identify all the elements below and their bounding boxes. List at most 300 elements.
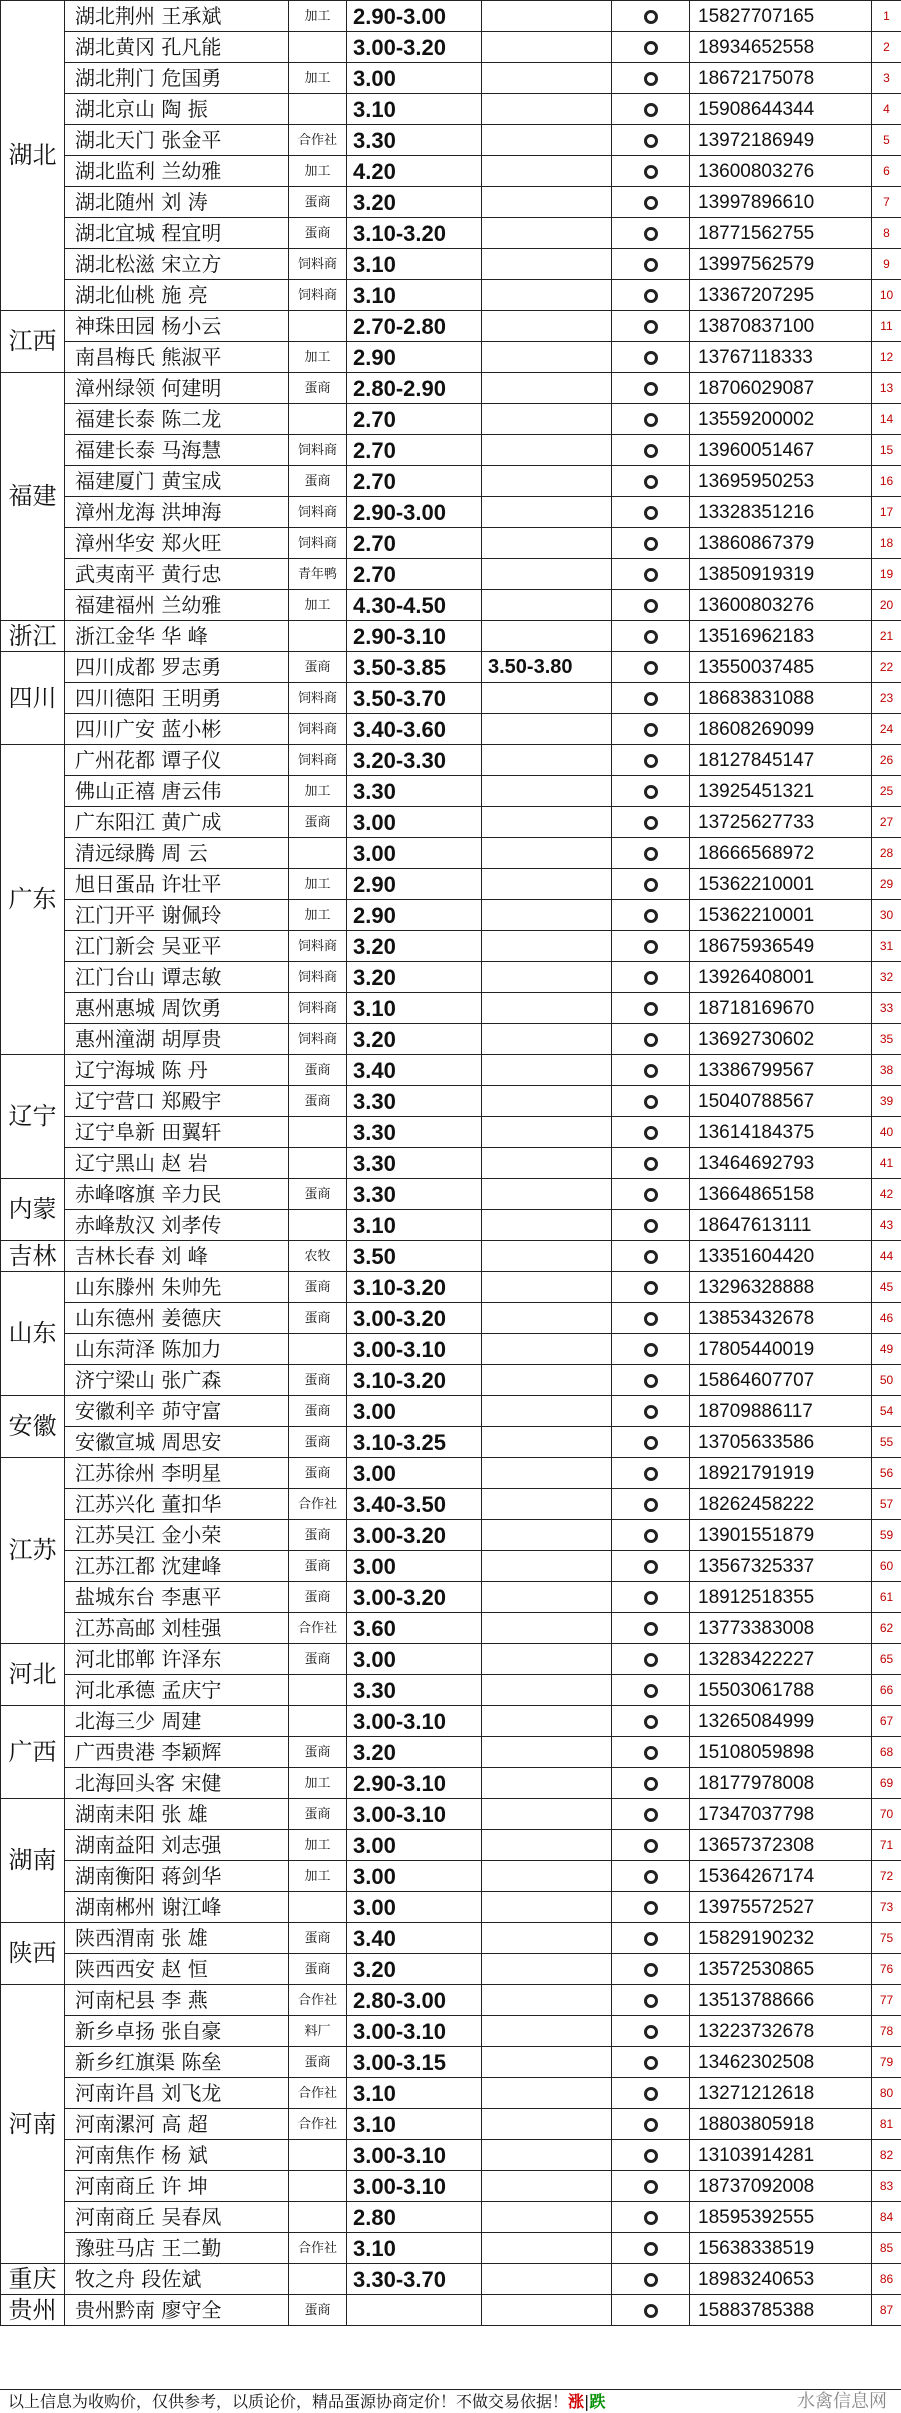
row-number-cell: 25 (872, 776, 901, 807)
ring-mark-cell (612, 2109, 690, 2140)
price-extra-cell (482, 900, 612, 931)
ring-icon (644, 785, 658, 799)
row-number-cell: 85 (872, 2233, 901, 2264)
phone-cell: 15362210001 (690, 869, 872, 900)
buyer-type-cell: 蛋商 (289, 652, 347, 683)
ring-mark-cell (612, 342, 690, 373)
buyer-name-cell: 安徽利辛 茆守富 (65, 1396, 289, 1427)
price-cell: 2.70 (347, 466, 482, 497)
buyer-type-cell: 蛋商 (289, 1520, 347, 1551)
buyer-name-cell: 江门新会 吴亚平 (65, 931, 289, 962)
ring-mark-cell (612, 1954, 690, 1985)
row-number-cell: 2 (872, 32, 901, 63)
ring-icon (644, 1839, 658, 1853)
row-number-cell: 71 (872, 1830, 901, 1861)
buyer-type-cell (289, 1210, 347, 1241)
phone-cell: 13997896610 (690, 187, 872, 218)
ring-icon (644, 1932, 658, 1946)
table-row (1, 652, 901, 683)
ring-mark-cell (612, 187, 690, 218)
ring-mark-cell (612, 2140, 690, 2171)
row-number-cell: 67 (872, 1706, 901, 1737)
price-cell: 2.70 (347, 404, 482, 435)
price-cell: 2.90-3.10 (347, 1768, 482, 1799)
ring-icon (644, 1343, 658, 1357)
buyer-type-cell: 蛋商 (289, 373, 347, 404)
province-cell: 河北 (1, 1644, 65, 1706)
buyer-name-cell: 河南杞县 李 燕 (65, 1985, 289, 2016)
province-cell: 福建 (1, 373, 65, 621)
row-number-cell: 19 (872, 559, 901, 590)
row-number-cell: 84 (872, 2202, 901, 2233)
price-cell: 3.20 (347, 962, 482, 993)
ring-mark-cell (612, 683, 690, 714)
price-extra-cell (482, 1427, 612, 1458)
row-number-cell: 11 (872, 311, 901, 342)
buyer-name-cell: 江苏高邮 刘桂强 (65, 1613, 289, 1644)
province-cell: 广西 (1, 1706, 65, 1799)
price-extra-cell (482, 94, 612, 125)
ring-icon (644, 537, 658, 551)
price-cell: 2.90-3.00 (347, 1, 482, 32)
phone-cell: 13464692793 (690, 1148, 872, 1179)
price-extra-cell (482, 156, 612, 187)
ring-mark-cell (612, 1985, 690, 2016)
row-number-cell: 22 (872, 652, 901, 683)
price-extra-cell (482, 32, 612, 63)
price-cell: 3.00 (347, 1396, 482, 1427)
buyer-type-cell (289, 2264, 347, 2295)
ring-mark-cell (612, 1644, 690, 1675)
buyer-name-cell: 盐城东台 李惠平 (65, 1582, 289, 1613)
phone-cell: 13265084999 (690, 1706, 872, 1737)
buyer-type-cell: 农牧 (289, 1241, 347, 1272)
ring-icon (644, 165, 658, 179)
buyer-name-cell: 河南焦作 杨 斌 (65, 2140, 289, 2171)
row-number-cell: 38 (872, 1055, 901, 1086)
buyer-type-cell: 蛋商 (289, 1365, 347, 1396)
ring-mark-cell (612, 1055, 690, 1086)
buyer-name-cell: 北海回头客 宋健 (65, 1768, 289, 1799)
ring-mark-cell (612, 1241, 690, 1272)
ring-mark-cell (612, 218, 690, 249)
price-down-label: 跌 (589, 2392, 606, 2411)
ring-mark-cell (612, 1737, 690, 1768)
price-cell: 4.30-4.50 (347, 590, 482, 621)
phone-cell: 13860867379 (690, 528, 872, 559)
buyer-type-cell: 合作社 (289, 2233, 347, 2264)
ring-icon (644, 2149, 658, 2163)
price-extra-cell (482, 1985, 612, 2016)
ring-icon (644, 289, 658, 303)
price-cell: 3.40 (347, 1055, 482, 1086)
buyer-type-cell: 蛋商 (289, 1799, 347, 1830)
row-number-cell: 78 (872, 2016, 901, 2047)
buyer-name-cell: 湖北荆门 危国勇 (65, 63, 289, 94)
province-cell: 湖南 (1, 1799, 65, 1923)
phone-cell: 18608269099 (690, 714, 872, 745)
row-number-cell: 79 (872, 2047, 901, 2078)
ring-mark-cell (612, 745, 690, 776)
buyer-type-cell: 饲料商 (289, 683, 347, 714)
table-row (1, 869, 901, 900)
price-extra-cell (482, 2233, 612, 2264)
table-row (1, 776, 901, 807)
price-extra-cell (482, 218, 612, 249)
row-number-cell: 3 (872, 63, 901, 94)
buyer-type-cell (289, 32, 347, 63)
buyer-type-cell: 蛋商 (289, 1737, 347, 1768)
price-extra-cell (482, 1024, 612, 1055)
buyer-type-cell: 饲料商 (289, 714, 347, 745)
buyer-name-cell: 湖北黄冈 孔凡能 (65, 32, 289, 63)
table-row (1, 2140, 901, 2171)
ring-icon (644, 1467, 658, 1481)
price-extra-cell (482, 1613, 612, 1644)
phone-cell: 13600803276 (690, 590, 872, 621)
ring-icon (644, 1374, 658, 1388)
row-number-cell: 6 (872, 156, 901, 187)
row-number-cell: 66 (872, 1675, 901, 1706)
phone-cell: 13567325337 (690, 1551, 872, 1582)
table-row (1, 683, 901, 714)
buyer-type-cell (289, 1334, 347, 1365)
row-number-cell: 10 (872, 280, 901, 311)
price-extra-cell (482, 1117, 612, 1148)
price-cell: 3.10 (347, 2233, 482, 2264)
price-cell: 2.90-3.10 (347, 621, 482, 652)
price-extra-cell (482, 2171, 612, 2202)
price-cell: 3.00-3.10 (347, 2140, 482, 2171)
row-number-cell: 43 (872, 1210, 901, 1241)
price-cell: 3.10 (347, 280, 482, 311)
price-cell: 3.00 (347, 1551, 482, 1582)
price-cell: 3.00 (347, 807, 482, 838)
ring-mark-cell (612, 1613, 690, 1644)
buyer-name-cell: 惠州潼湖 胡厚贵 (65, 1024, 289, 1055)
ring-mark-cell (612, 1117, 690, 1148)
phone-cell: 13850919319 (690, 559, 872, 590)
buyer-name-cell: 赤峰敖汉 刘孝传 (65, 1210, 289, 1241)
price-extra-cell (482, 1396, 612, 1427)
ring-mark-cell (612, 249, 690, 280)
buyer-name-cell: 河南商丘 许 坤 (65, 2171, 289, 2202)
buyer-type-cell (289, 311, 347, 342)
buyer-type-cell: 饲料商 (289, 435, 347, 466)
buyer-name-cell: 山东德州 姜德庆 (65, 1303, 289, 1334)
row-number-cell: 57 (872, 1489, 901, 1520)
price-extra-cell (482, 1737, 612, 1768)
buyer-type-cell: 蛋商 (289, 1551, 347, 1582)
ring-mark-cell (612, 1861, 690, 1892)
price-extra-cell (482, 869, 612, 900)
ring-mark-cell (612, 2171, 690, 2202)
ring-mark-cell (612, 1489, 690, 1520)
buyer-type-cell (289, 1675, 347, 1706)
buyer-name-cell: 福建长泰 马海慧 (65, 435, 289, 466)
ring-mark-cell (612, 1706, 690, 1737)
ring-icon (644, 1963, 658, 1977)
ring-mark-cell (612, 2202, 690, 2233)
ring-mark-cell (612, 1520, 690, 1551)
table-row (1, 435, 901, 466)
price-extra-cell (482, 1272, 612, 1303)
province-cell: 江西 (1, 311, 65, 373)
buyer-type-cell: 加工 (289, 1768, 347, 1799)
table-row (1, 745, 901, 776)
buyer-name-cell: 湖北仙桃 施 亮 (65, 280, 289, 311)
phone-cell: 15883785388 (690, 2295, 872, 2326)
buyer-type-cell: 饲料商 (289, 931, 347, 962)
buyer-type-cell: 加工 (289, 63, 347, 94)
price-extra-cell (482, 1520, 612, 1551)
buyer-type-cell: 蛋商 (289, 1086, 347, 1117)
price-extra-cell (482, 404, 612, 435)
province-cell: 广东 (1, 745, 65, 1055)
buyer-name-cell: 河南漯河 高 超 (65, 2109, 289, 2140)
price-extra-cell (482, 590, 612, 621)
ring-mark-cell (612, 1396, 690, 1427)
ring-mark-cell (612, 900, 690, 931)
buyer-type-cell: 饲料商 (289, 993, 347, 1024)
table-row (1, 900, 901, 931)
buyer-type-cell (289, 404, 347, 435)
buyer-name-cell: 豫驻马店 王二勤 (65, 2233, 289, 2264)
ring-icon (644, 2025, 658, 2039)
price-cell: 3.50-3.70 (347, 683, 482, 714)
price-cell: 2.70 (347, 528, 482, 559)
buyer-name-cell: 辽宁营口 郑殿宇 (65, 1086, 289, 1117)
price-extra-cell (482, 2016, 612, 2047)
buyer-name-cell: 漳州龙海 洪坤海 (65, 497, 289, 528)
buyer-name-cell: 旭日蛋品 许壮平 (65, 869, 289, 900)
table-row (1, 342, 901, 373)
buyer-type-cell: 蛋商 (289, 1458, 347, 1489)
price-cell: 3.10 (347, 993, 482, 1024)
ring-icon (644, 2211, 658, 2225)
province-cell: 吉林 (1, 1241, 65, 1272)
ring-icon (644, 1312, 658, 1326)
phone-cell: 17347037798 (690, 1799, 872, 1830)
buyer-name-cell: 四川广安 蓝小彬 (65, 714, 289, 745)
row-number-cell: 59 (872, 1520, 901, 1551)
table-row (1, 2016, 901, 2047)
ring-mark-cell (612, 2016, 690, 2047)
table-row (1, 1737, 901, 1768)
ring-mark-cell (612, 1923, 690, 1954)
row-number-cell: 86 (872, 2264, 901, 2295)
table-row (1, 559, 901, 590)
ring-icon (644, 1002, 658, 1016)
price-cell: 3.10 (347, 2078, 482, 2109)
table-row (1, 1024, 901, 1055)
table-row (1, 931, 901, 962)
buyer-name-cell: 湖北随州 刘 涛 (65, 187, 289, 218)
price-cell: 3.00 (347, 1830, 482, 1861)
row-number-cell: 55 (872, 1427, 901, 1458)
row-number-cell: 76 (872, 1954, 901, 1985)
row-number-cell: 39 (872, 1086, 901, 1117)
buyer-type-cell: 加工 (289, 156, 347, 187)
buyer-type-cell: 饲料商 (289, 745, 347, 776)
table-row (1, 1985, 901, 2016)
buyer-type-cell: 蛋商 (289, 466, 347, 497)
buyer-name-cell: 河北邯郸 许泽东 (65, 1644, 289, 1675)
phone-cell: 13103914281 (690, 2140, 872, 2171)
price-cell: 3.10-3.25 (347, 1427, 482, 1458)
buyer-type-cell: 合作社 (289, 125, 347, 156)
ring-mark-cell (612, 621, 690, 652)
buyer-name-cell: 江门开平 谢佩玲 (65, 900, 289, 931)
row-number-cell: 4 (872, 94, 901, 125)
table-row (1, 1954, 901, 1985)
buyer-name-cell: 辽宁海城 陈 丹 (65, 1055, 289, 1086)
price-cell: 3.30-3.70 (347, 2264, 482, 2295)
price-cell: 3.20 (347, 931, 482, 962)
row-number-cell: 24 (872, 714, 901, 745)
ring-icon (644, 1219, 658, 1233)
buyer-name-cell: 河南商丘 吴春凤 (65, 2202, 289, 2233)
table-row (1, 1148, 901, 1179)
row-number-cell: 23 (872, 683, 901, 714)
phone-cell: 18934652558 (690, 32, 872, 63)
price-cell: 3.00-3.20 (347, 32, 482, 63)
ring-mark-cell (612, 1210, 690, 1241)
ring-icon (644, 568, 658, 582)
buyer-name-cell: 江苏江都 沈建峰 (65, 1551, 289, 1582)
buyer-name-cell: 福建福州 兰幼雅 (65, 590, 289, 621)
province-cell: 四川 (1, 652, 65, 745)
table-row (1, 807, 901, 838)
row-number-cell: 45 (872, 1272, 901, 1303)
price-cell: 3.00-3.20 (347, 1520, 482, 1551)
row-number-cell: 21 (872, 621, 901, 652)
row-number-cell: 5 (872, 125, 901, 156)
ring-mark-cell (612, 1303, 690, 1334)
buyer-type-cell: 合作社 (289, 1985, 347, 2016)
ring-mark-cell (612, 280, 690, 311)
buyer-name-cell: 湖北监利 兰幼雅 (65, 156, 289, 187)
phone-cell: 13853432678 (690, 1303, 872, 1334)
phone-cell: 18771562755 (690, 218, 872, 249)
phone-cell: 13271212618 (690, 2078, 872, 2109)
buyer-type-cell (289, 1117, 347, 1148)
province-cell: 辽宁 (1, 1055, 65, 1179)
price-extra-cell (482, 2202, 612, 2233)
ring-icon (644, 506, 658, 520)
table-row (1, 1179, 901, 1210)
ring-mark-cell (612, 1, 690, 32)
table-row (1, 1458, 901, 1489)
ring-icon (644, 1095, 658, 1109)
buyer-name-cell: 安徽宣城 周思安 (65, 1427, 289, 1458)
ring-mark-cell (612, 2047, 690, 2078)
table-row (1, 993, 901, 1024)
price-extra-cell (482, 1582, 612, 1613)
row-number-cell: 27 (872, 807, 901, 838)
buyer-name-cell: 山东滕州 朱帅先 (65, 1272, 289, 1303)
price-extra-cell (482, 1489, 612, 1520)
row-number-cell: 15 (872, 435, 901, 466)
phone-cell: 18177978008 (690, 1768, 872, 1799)
ring-mark-cell (612, 993, 690, 1024)
price-extra-cell (482, 1861, 612, 1892)
table-row (1, 156, 901, 187)
ring-icon (644, 599, 658, 613)
phone-cell: 15829190232 (690, 1923, 872, 1954)
row-number-cell: 40 (872, 1117, 901, 1148)
row-number-cell: 50 (872, 1365, 901, 1396)
ring-icon (644, 1250, 658, 1264)
phone-cell: 13975572527 (690, 1892, 872, 1923)
phone-cell: 13926408001 (690, 962, 872, 993)
ring-icon (644, 1746, 658, 1760)
phone-cell: 13657372308 (690, 1830, 872, 1861)
phone-cell: 13223732678 (690, 2016, 872, 2047)
ring-icon (644, 1591, 658, 1605)
price-extra-cell (482, 2140, 612, 2171)
brand-watermark: 水禽信息网 (797, 2391, 887, 2412)
table-row (1, 2264, 901, 2295)
price-extra-cell (482, 125, 612, 156)
row-number-cell: 7 (872, 187, 901, 218)
row-number-cell: 68 (872, 1737, 901, 1768)
row-number-cell: 35 (872, 1024, 901, 1055)
buyer-type-cell (289, 2140, 347, 2171)
ring-mark-cell (612, 1179, 690, 1210)
ring-icon (644, 351, 658, 365)
province-cell: 陕西 (1, 1923, 65, 1985)
row-number-cell: 70 (872, 1799, 901, 1830)
buyer-name-cell: 陕西西安 赵 恒 (65, 1954, 289, 1985)
province-cell: 湖北 (1, 1, 65, 311)
row-number-cell: 17 (872, 497, 901, 528)
ring-icon (644, 1684, 658, 1698)
phone-cell: 13870837100 (690, 311, 872, 342)
table-row (1, 218, 901, 249)
price-extra-cell (482, 342, 612, 373)
ring-mark-cell (612, 1334, 690, 1365)
ring-mark-cell (612, 311, 690, 342)
buyer-name-cell: 漳州绿领 何建明 (65, 373, 289, 404)
ring-icon (644, 1901, 658, 1915)
row-number-cell: 69 (872, 1768, 901, 1799)
price-cell: 3.00 (347, 1892, 482, 1923)
price-extra-cell (482, 466, 612, 497)
price-extra-cell (482, 1551, 612, 1582)
phone-cell: 18912518355 (690, 1582, 872, 1613)
ring-mark-cell (612, 2233, 690, 2264)
ring-icon (644, 1126, 658, 1140)
price-cell: 3.20 (347, 1954, 482, 1985)
buyer-name-cell: 四川成都 罗志勇 (65, 652, 289, 683)
table-row (1, 1, 901, 32)
buyer-type-cell: 饲料商 (289, 1024, 347, 1055)
ring-icon (644, 940, 658, 954)
phone-cell: 13972186949 (690, 125, 872, 156)
price-extra-cell (482, 1055, 612, 1086)
price-cell: 3.00-3.10 (347, 2016, 482, 2047)
price-cell: 2.80 (347, 2202, 482, 2233)
phone-cell: 18718169670 (690, 993, 872, 1024)
ring-icon (644, 878, 658, 892)
phone-cell: 15364267174 (690, 1861, 872, 1892)
buyer-type-cell (289, 2202, 347, 2233)
price-cell: 3.00 (347, 1458, 482, 1489)
table-row (1, 1613, 901, 1644)
table-row (1, 1582, 901, 1613)
ring-mark-cell (612, 156, 690, 187)
